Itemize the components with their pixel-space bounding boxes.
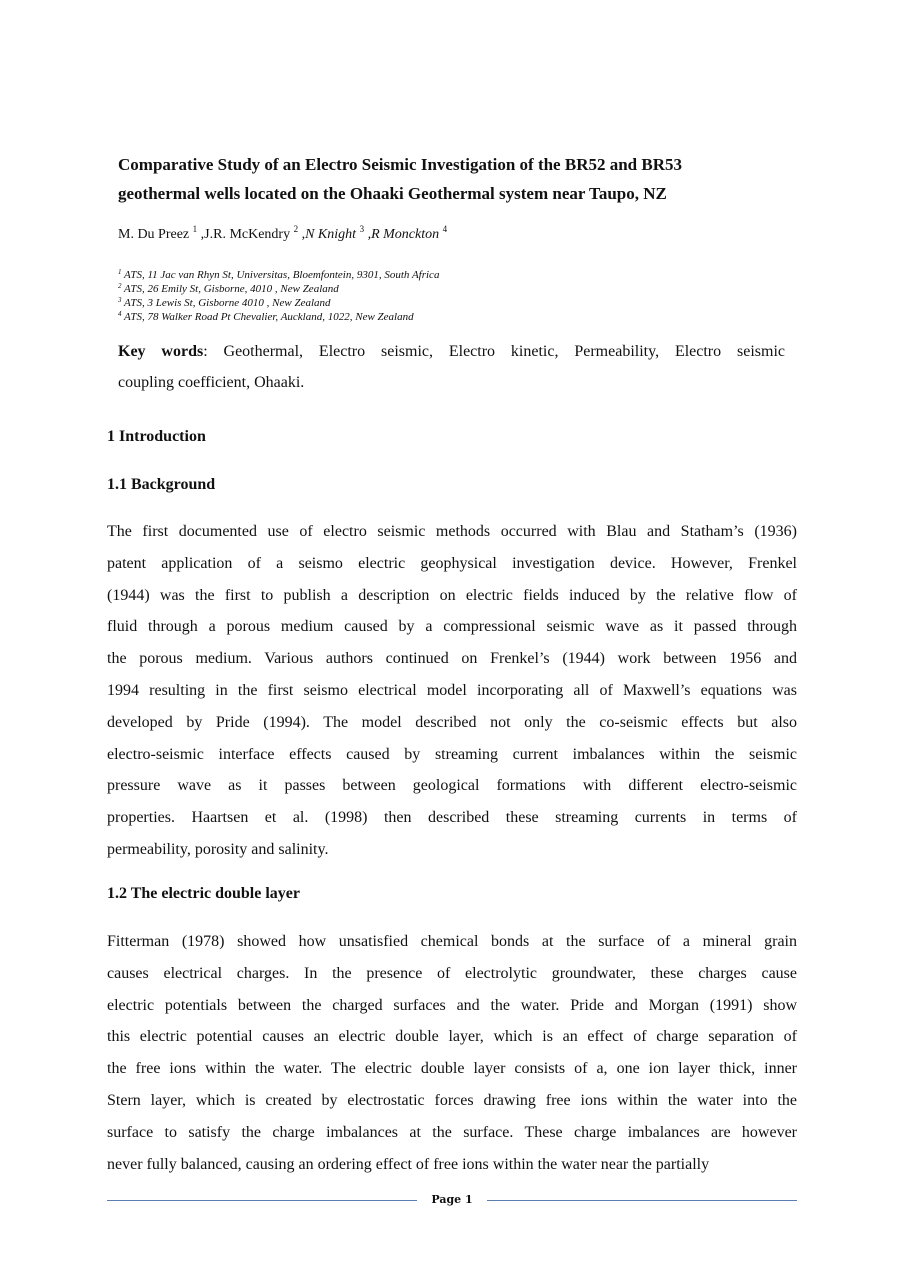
affiliation-superscript: 3	[118, 296, 122, 304]
affiliation-text: ATS, 11 Jac van Rhyn St, Universitas, Bloemfontein, 9301, South Africa	[121, 269, 440, 281]
footer-rule-left	[107, 1200, 417, 1201]
paragraph-line: The first documented use of electro seismic methods occurred with Blau and Statham’s (1936)	[107, 523, 797, 540]
paragraph-line: fluid through a porous medium caused by a compressional seismic wave as it passed through	[107, 618, 797, 636]
page-footer	[107, 1193, 797, 1211]
paragraph-line: electric potentials between the charged surfaces and the water. Pride and Morgan (1991) show	[107, 996, 797, 1014]
affiliation-text: ATS, 3 Lewis St, Gisborne 4010 , New Zealand	[121, 297, 331, 309]
paragraph-line: surface to satisfy the charge imbalances at the surface. These charge imbalances are however	[107, 1123, 797, 1141]
author-list	[118, 224, 448, 243]
author-name: ,R Monckton	[364, 227, 443, 242]
affiliation-item	[118, 310, 439, 324]
section-heading-introduction: 1 Introduction	[107, 428, 206, 445]
paragraph-line: pressure wave as it passes between geological formations with different electro-seismic	[107, 777, 797, 795]
background-paragraph	[107, 516, 797, 866]
affiliation-superscript: 2	[118, 282, 122, 290]
section-heading-background: 1.1 Background	[107, 476, 216, 493]
affiliation-superscript: 4	[118, 310, 122, 318]
paragraph-line: causes electrical charges. In the presence of electrolytic groundwater, these charges cause	[107, 964, 797, 982]
title-line-2: geothermal wells located on the Ohaaki Geothermal system near Taupo, NZ	[118, 184, 667, 203]
paragraph-line: 1994 resulting in the first seismo electrical model incorporating all of Maxwell’s equations was	[107, 681, 797, 699]
keywords-line-2: coupling coefficient, Ohaaki.	[118, 374, 305, 391]
affiliation-text: ATS, 78 Walker Road Pt Chevalier, Auckland, 1022, New Zealand	[121, 311, 414, 323]
paragraph-line: never fully balanced, causing an ordering effect of free ions within the water near the partially	[107, 1155, 710, 1173]
affiliation-item	[118, 282, 439, 296]
page-number: Page 1	[431, 1193, 473, 1206]
keywords-label: Key words	[118, 343, 204, 360]
author-superscript: 4	[442, 224, 448, 234]
paragraph-line: patent application of a seismo electric geophysical investigation device. However, Frenkel	[107, 554, 797, 572]
author-name: M. Du Preez	[118, 227, 193, 242]
keywords-line-1	[118, 336, 785, 367]
paragraph-line: this electric potential causes an electric double layer, which is an effect of charge separation of	[107, 1028, 797, 1046]
affiliation-list	[118, 268, 439, 324]
keywords-block	[118, 336, 785, 398]
footer-rule-right	[487, 1200, 797, 1201]
paragraph-line: the porous medium. Various authors continued on Frenkel’s (1944) work between 1956 and	[107, 650, 797, 668]
author-name: ,J.R. McKendry	[197, 227, 294, 242]
author-superscript: 3	[359, 224, 365, 234]
paragraph-line: electro-seismic interface effects caused by streaming current imbalances within the seismic	[107, 745, 797, 763]
author-superscript: 1	[192, 224, 198, 234]
paragraph-line: Fitterman (1978) showed how unsatisfied chemical bonds at the surface of a mineral grain	[107, 933, 797, 950]
paragraph-line: (1944) was the first to publish a description on electric fields induced by the relative flow of	[107, 586, 797, 604]
paragraph-line: properties. Haartsen et al. (1998) then described these streaming currents in terms of	[107, 809, 797, 827]
paragraph-line: permeability, porosity and salinity.	[107, 840, 329, 858]
affiliation-item	[118, 268, 439, 282]
paragraph-line: the free ions within the water. The electric double layer consists of a, one ion layer thick, inner	[107, 1060, 797, 1078]
paragraph-line: developed by Pride (1994). The model described not only the co-seismic effects but also	[107, 713, 797, 731]
paper-title	[118, 150, 798, 208]
author-superscript: 2	[293, 224, 299, 234]
affiliation-superscript: 1	[118, 268, 122, 276]
author-name: ,N Knight	[298, 227, 360, 242]
affiliation-item	[118, 296, 439, 310]
section-heading-double-layer: 1.2 The electric double layer	[107, 885, 300, 902]
double-layer-paragraph	[107, 926, 797, 1180]
paragraph-line: Stern layer, which is created by electrostatic forces drawing free ions within the water into the	[107, 1091, 797, 1109]
title-line-1: Comparative Study of an Electro Seismic Investigation of the BR52 and BR53	[118, 155, 682, 174]
affiliation-text: ATS, 26 Emily St, Gisborne, 4010 , New Zealand	[121, 283, 339, 295]
keywords-text: : Geothermal, Electro seismic, Electro kinetic, Permeability, Electro seismic	[203, 343, 785, 360]
